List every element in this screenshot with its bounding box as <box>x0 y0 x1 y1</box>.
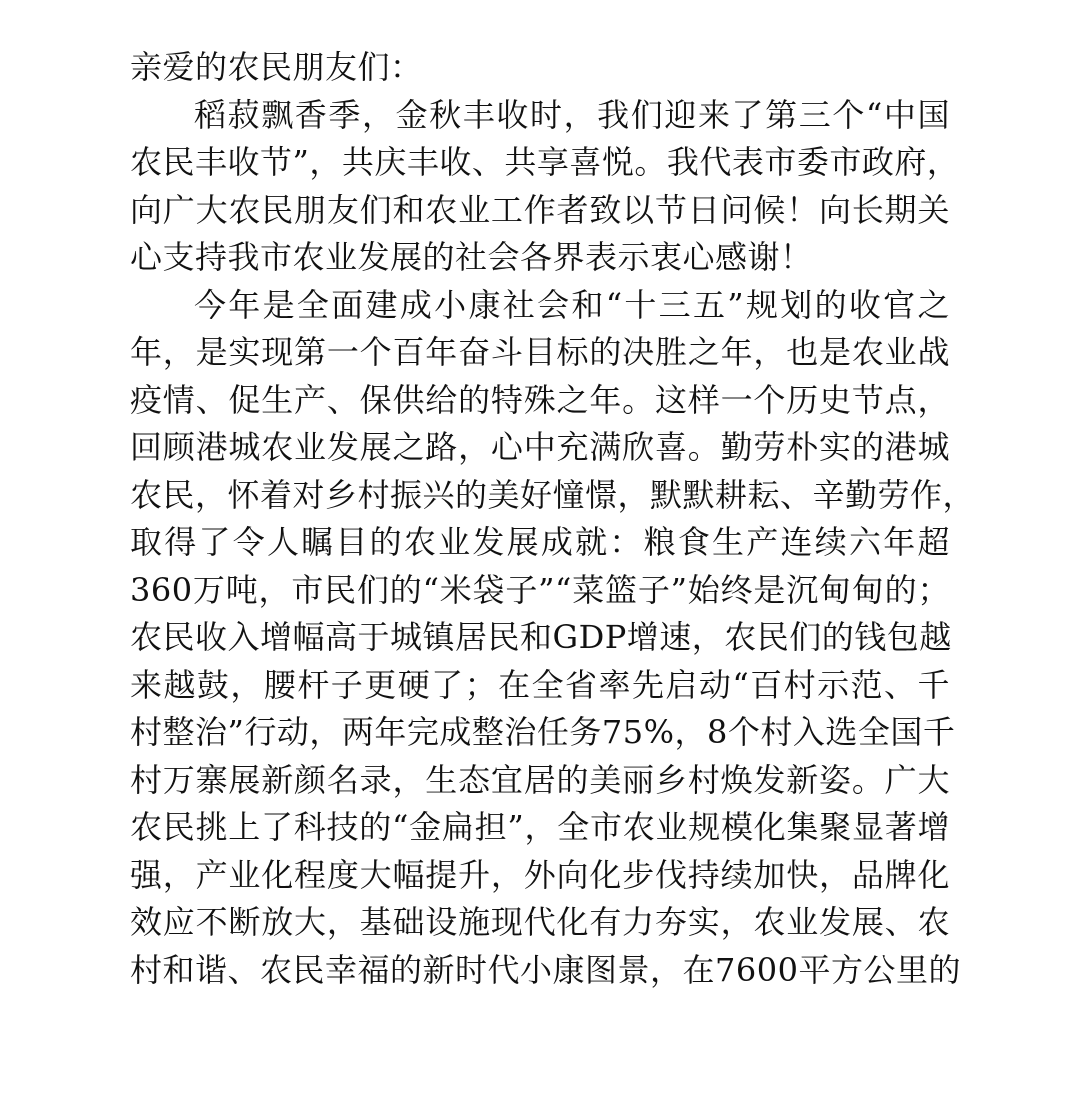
salutation: 亲爱的农民朋友们： <box>130 48 423 86</box>
paragraph-2-line-5: 农民，怀着对乡村振兴的美好憧憬，默默耕耘、辛勤劳作， <box>130 475 976 514</box>
paragraph-2-line-3: 疫情、促生产、保供给的特殊之年。这样一个历史节点， <box>130 380 950 419</box>
paragraph-2-line-10: 村整治”行动，两年完成整治任务75%，8个村入选全国千 <box>130 713 956 751</box>
paragraph-2-line-6: 取得了令人瞩目的农业发展成就：粮食生产连续六年超 <box>130 523 950 561</box>
paragraph-2-line-2: 年，是实现第一个百年奋斗目标的决胜之年，也是农业战 <box>130 333 950 371</box>
paragraph-1-line-1: 稻菽飘香季，金秋丰收时，我们迎来了第三个“中国 <box>194 95 950 134</box>
paragraph-2-line-9: 来越鼓，腰杆子更硬了；在全省率先启动“百村示范、千 <box>130 665 950 704</box>
paragraph-1-line-3: 向广大农民朋友们和农业工作者致以节日问候！向长期关 <box>130 190 950 229</box>
paragraph-2-line-4: 回顾港城农业发展之路，心中充满欣喜。勤劳朴实的港城 <box>130 428 950 466</box>
paragraph-2-line-15: 村和谐、农民幸福的新时代小康图景，在7600平方公里的 <box>130 950 961 989</box>
paragraph-2-line-12: 农民挑上了科技的“金扁担”，全市农业规模化集聚显著增 <box>130 808 950 846</box>
paragraph-2-line-11: 村万寨展新颜名录，生态宜居的美丽乡村焕发新姿。广大 <box>130 760 950 799</box>
paragraph-2-line-7: 360万吨，市民们的“米袋子”“菜篮子”始终是沉甸甸的； <box>130 570 950 609</box>
paragraph-2-line-8: 农民收入增幅高于城镇居民和GDP增速，农民们的钱包越 <box>130 618 952 656</box>
paragraph-1-line-4: 心支持我市农业发展的社会各界表示衷心感谢！ <box>130 238 813 276</box>
paragraph-1-line-2: 农民丰收节”，共庆丰收、共享喜悦。我代表市委市政府， <box>130 143 960 181</box>
paragraph-2-line-14: 效应不断放大，基础设施现代化有力夯实，农业发展、农 <box>130 903 950 941</box>
paragraph-2-line-1: 今年是全面建成小康社会和“十三五”规划的收官之 <box>194 285 950 324</box>
letter-body <box>130 44 976 994</box>
paragraph-2-line-13: 强，产业化程度大幅提升，外向化步伐持续加快，品牌化 <box>130 855 950 894</box>
